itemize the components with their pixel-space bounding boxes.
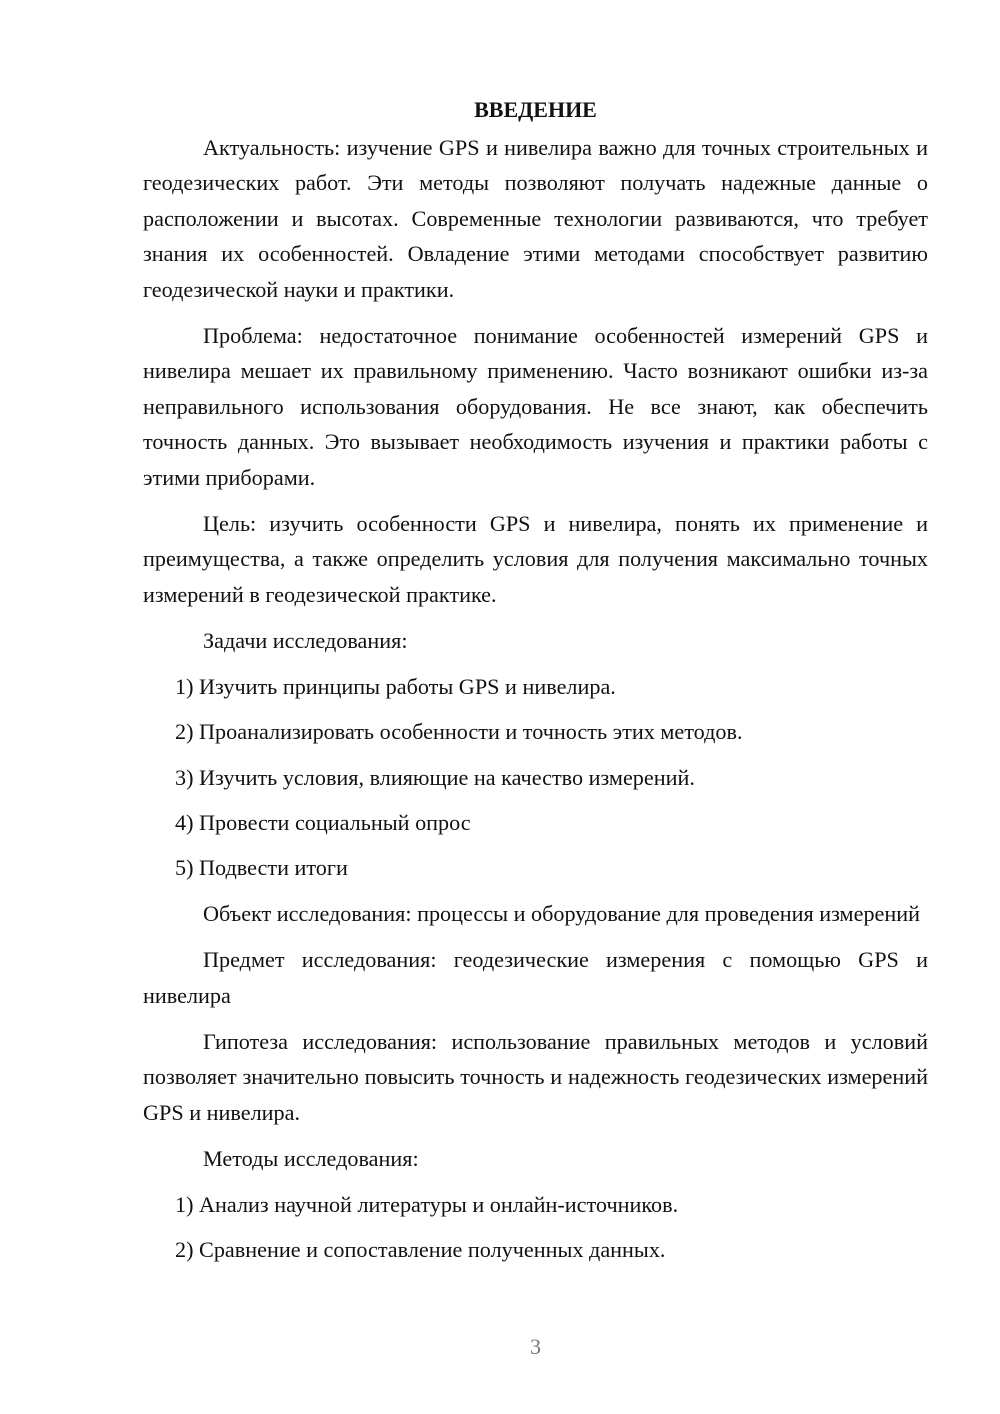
relevance-paragraph: Актуальность: изучение GPS и нивелира важно для точных строительных и геодезических работ. Эти методы позволяют получать надежные данные о расположении и высотах. Современные технологии развиваются, что требует знания их особенностей. Овладение этими методами способствует развитию геодезической науки и практики. bbox=[143, 135, 928, 302]
methods-list-item: 1) Анализ научной литературы и онлайн-источников. bbox=[175, 1191, 679, 1217]
document-page bbox=[143, 92, 928, 1277]
problem-paragraph: Проблема: недостаточное понимание особенностей измерений GPS и нивелира мешает их правильному применению. Часто возникают ошибки из-за неправильного использования оборудования. Не все знают, как обеспечить точность данных. Это вызывает необходимость изучения и практики работы с этими приборами. bbox=[143, 323, 928, 490]
page-title: ВВЕДЕНИЕ bbox=[474, 97, 597, 122]
tasks-list bbox=[143, 669, 928, 886]
goal-paragraph: Цель: изучить особенности GPS и нивелира, понять их применение и преимущества, а также определить условия для получения максимально точных измерений в геодезической практике. bbox=[143, 511, 928, 607]
tasks-list-item: 2) Проанализировать особенности и точность этих методов. bbox=[175, 719, 743, 745]
methods-list-item: 2) Сравнение и сопоставление полученных данных. bbox=[175, 1236, 666, 1262]
tasks-list-item: 4) Провести социальный опрос bbox=[175, 809, 471, 835]
subject-paragraph: Предмет исследования: геодезические измерения с помощью GPS и нивелира bbox=[143, 947, 928, 1008]
methods-list bbox=[143, 1187, 928, 1268]
tasks-list-item: 5) Подвести итоги bbox=[175, 855, 348, 881]
page-number: 3 bbox=[530, 1334, 541, 1359]
tasks-list-item: 1) Изучить принципы работы GPS и нивелира. bbox=[175, 673, 616, 699]
object-paragraph: Объект исследования: процессы и оборудование для проведения измерений bbox=[203, 900, 921, 926]
methods-label: Методы исследования: bbox=[203, 1146, 419, 1172]
tasks-list-item: 3) Изучить условия, влияющие на качество измерений. bbox=[175, 764, 695, 790]
hypothesis-paragraph: Гипотеза исследования: использование правильных методов и условий позволяет значительно повысить точность и надежность геодезических измерений GPS и нивелира. bbox=[143, 1028, 928, 1125]
tasks-label: Задачи исследования: bbox=[203, 628, 408, 654]
